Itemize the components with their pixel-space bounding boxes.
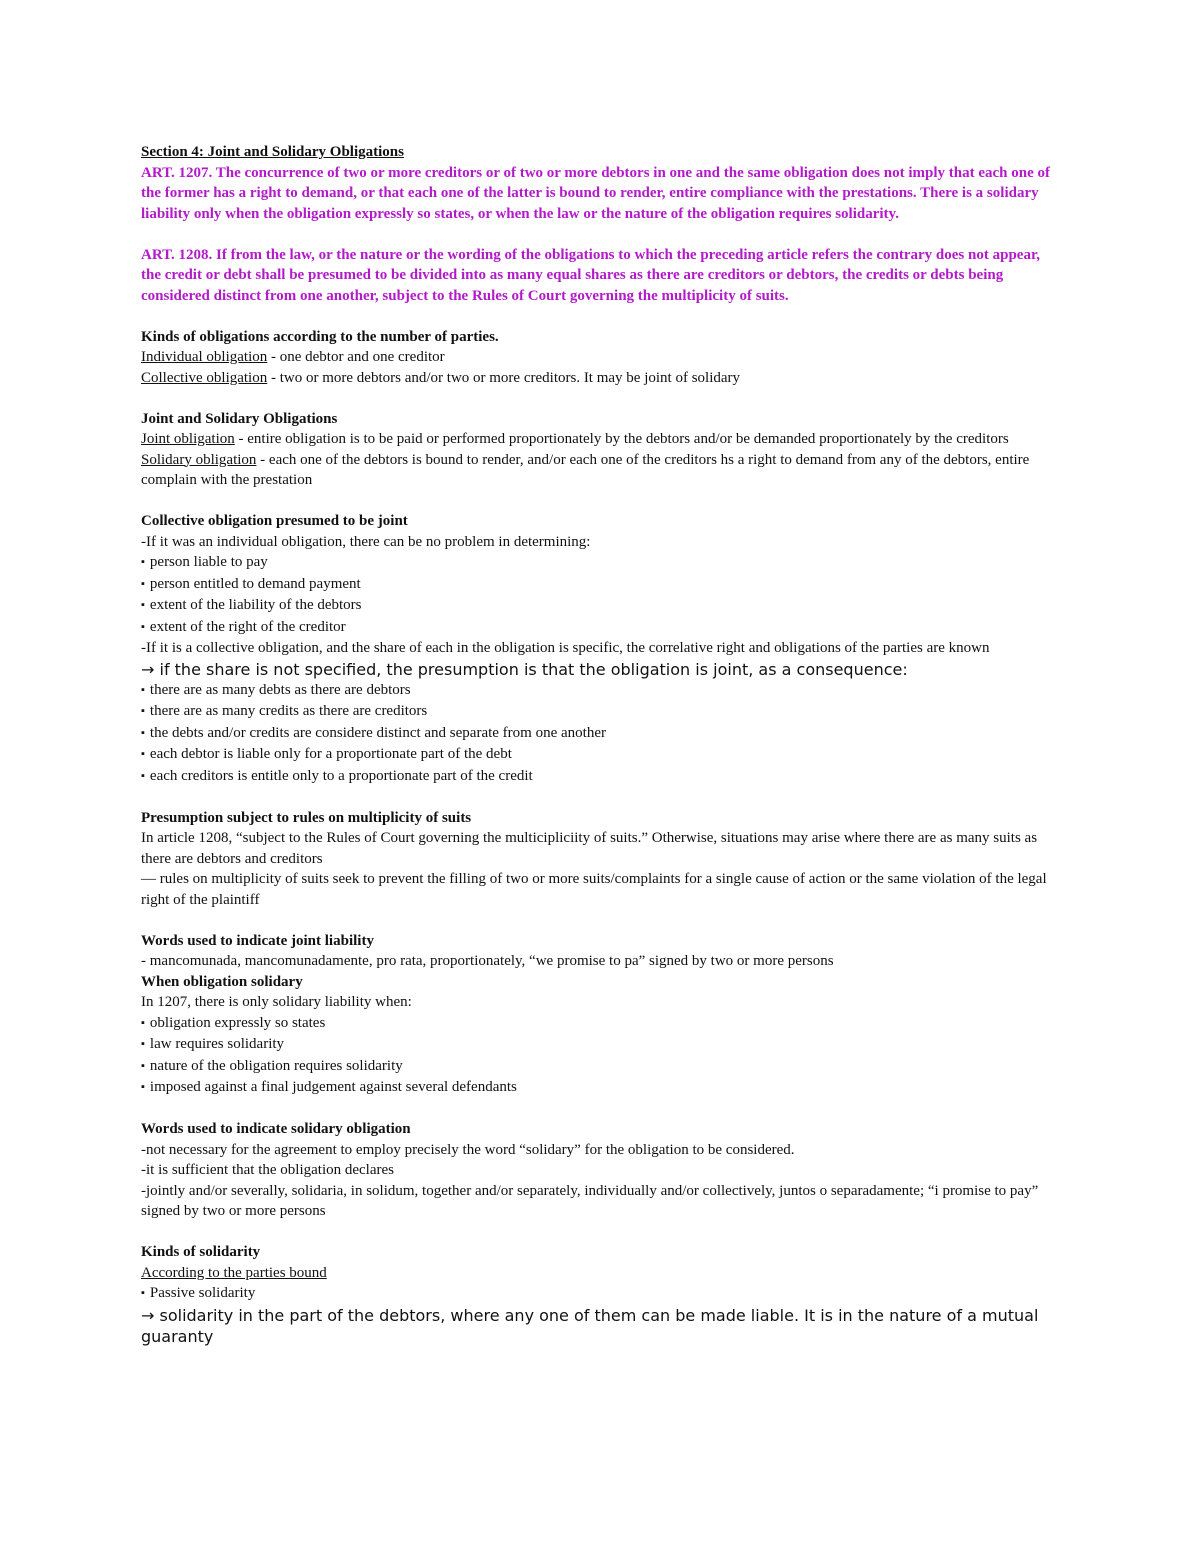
joint-obligation-paragraph bbox=[141, 429, 1061, 450]
list-item: ▪ there are as many debts as there are debtors bbox=[141, 680, 1061, 702]
solidary-obligation-term: Solidary obligation bbox=[141, 451, 257, 468]
when-solidary-heading: When obligation solidary bbox=[141, 973, 303, 990]
individual-obligation-term: Individual obligation bbox=[141, 349, 268, 365]
joint-words-heading: Words used to indicate joint liability bbox=[141, 932, 374, 949]
solidary-words-line-1: -not necessary for the agreement to employ precisely the word “solidary” for the obligation to be considered. bbox=[141, 1141, 795, 1158]
list-item: ▪ obligation expressly so states bbox=[141, 1013, 1061, 1035]
presumed-joint-heading: Collective obligation presumed to be joint bbox=[141, 513, 408, 529]
section-title: Section 4: Joint and Solidary Obligations bbox=[141, 144, 404, 160]
collective-obligation-text: -If it is a collective obligation, and the share of each in the obligation is specific, the correlative right and obligations of the parties are known bbox=[141, 640, 990, 656]
spacer bbox=[141, 388, 1061, 409]
spacer bbox=[141, 224, 1061, 245]
document-page bbox=[141, 142, 1061, 1347]
spacer bbox=[141, 787, 1061, 808]
kinds-parties-heading: Kinds of obligations according to the number of parties. bbox=[141, 328, 499, 345]
solidary-obligation-paragraph bbox=[141, 450, 1061, 491]
list-item: ▪ each debtor is liable only for a proportionate part of the debt bbox=[141, 744, 1061, 766]
list-item: ▪ extent of the right of the creditor bbox=[141, 617, 1061, 639]
list-item: ▪ there are as many credits as there are creditors bbox=[141, 701, 1061, 723]
collective-obligation-line bbox=[141, 368, 1061, 389]
joint-words-text: - mancomunada, mancomunadamente, pro rata, proportionately, “we promise to pa” signed by two or more persons bbox=[141, 953, 834, 969]
list-item: ▪ person entitled to demand payment bbox=[141, 574, 1061, 596]
collective-obligation-definition: - two or more debtors and/or two or more creditors. It may be joint of solidary bbox=[267, 369, 741, 386]
kinds-solidarity-heading: Kinds of solidarity bbox=[141, 1244, 261, 1260]
presumption-arrow-note: → if the share is not specified, the presumption is that the obligation is joint, as a consequence: bbox=[141, 659, 908, 679]
article-1208: ART. 1208. If from the law, or the nature or the wording of the obligations to which the preceding article refers the contrary does not appear, the credit or debt shall be presumed to be divided into as many equal shares as there are creditors or debtors, the credits or debts being considered distinct from one another, subject to the Rules of Court governing the multiplicity of suits. bbox=[141, 246, 1040, 304]
multiplicity-heading: Presumption subject to rules on multiplicity of suits bbox=[141, 809, 472, 826]
solidary-words-line-2: -it is sufficient that the obligation declares bbox=[141, 1162, 394, 1178]
joint-obligation-term: Joint obligation bbox=[141, 431, 235, 447]
list-item: ▪ nature of the obligation requires solidarity bbox=[141, 1056, 1061, 1078]
spacer bbox=[141, 910, 1061, 931]
individual-obligation-line bbox=[141, 347, 1061, 368]
kinds-solidarity-subheading: According to the parties bound bbox=[141, 1264, 327, 1281]
list-item: ▪ each creditors is entitle only to a proportionate part of the credit bbox=[141, 766, 1061, 788]
list-item: ▪ person liable to pay bbox=[141, 552, 1061, 574]
spacer bbox=[141, 491, 1061, 512]
list-item: ▪ the debts and/or credits are considere distinct and separate from one another bbox=[141, 723, 1061, 745]
list-item: ▪ Passive solidarity bbox=[141, 1283, 1061, 1305]
spacer bbox=[141, 1222, 1061, 1243]
joint-obligation-definition: - entire obligation is to be paid or performed proportionately by the debtors and/or be demanded proportionately by the creditors bbox=[234, 431, 1009, 447]
spacer bbox=[141, 306, 1061, 327]
list-item: ▪ imposed against a final judgement against several defendants bbox=[141, 1077, 1061, 1099]
multiplicity-text: In article 1208, “subject to the Rules of Court governing the multicipliciity of suits.” Otherwise, situations may arise where there are as many suits as there are debtors and creditors bbox=[141, 830, 1038, 867]
article-1207: ART. 1207. The concurrence of two or more creditors or of two or more debtors in one and the same obligation does not imply that each one of the former has a right to demand, or that each one of the latter is bound to render, entire compliance with the prestations. There is a solidary liability only when the obligation expressly so states, or when the law or the nature of the obligation requires solidarity. bbox=[141, 164, 1050, 222]
multiplicity-rule-text: — rules on multiplicity of suits seek to prevent the filling of two or more suits/complaints for a single cause of action or the same violation of the legal right of the plaintiff bbox=[141, 871, 1047, 908]
presumed-joint-intro: -If it was an individual obligation, there can be no problem in determining: bbox=[141, 533, 591, 550]
list-item: ▪ extent of the liability of the debtors bbox=[141, 595, 1061, 617]
collective-obligation-term: Collective obligation bbox=[141, 369, 268, 386]
individual-obligation-definition: - one debtor and one creditor bbox=[267, 349, 445, 365]
solidary-obligation-definition: - each one of the debtors is bound to render, and/or each one of the creditors hs a right to demand from any of the debtors, entire complain with the prestation bbox=[141, 451, 1030, 488]
solidary-words-line-3: -jointly and/or severally, solidaria, in solidum, together and/or separately, individually and/or collectively, juntos o separadamente; “i promise to pay” signed by two or more persons bbox=[141, 1182, 1039, 1219]
passive-solidarity-note: → solidarity in the part of the debtors, where any one of them can be made liable. It is in the nature of a mutual guaranty bbox=[141, 1305, 1039, 1346]
solidary-words-heading: Words used to indicate solidary obligation bbox=[141, 1121, 411, 1137]
list-item: ▪ law requires solidarity bbox=[141, 1034, 1061, 1056]
when-solidary-intro: In 1207, there is only solidary liability when: bbox=[141, 994, 412, 1010]
spacer bbox=[141, 1099, 1061, 1120]
joint-solidary-heading: Joint and Solidary Obligations bbox=[141, 410, 338, 427]
